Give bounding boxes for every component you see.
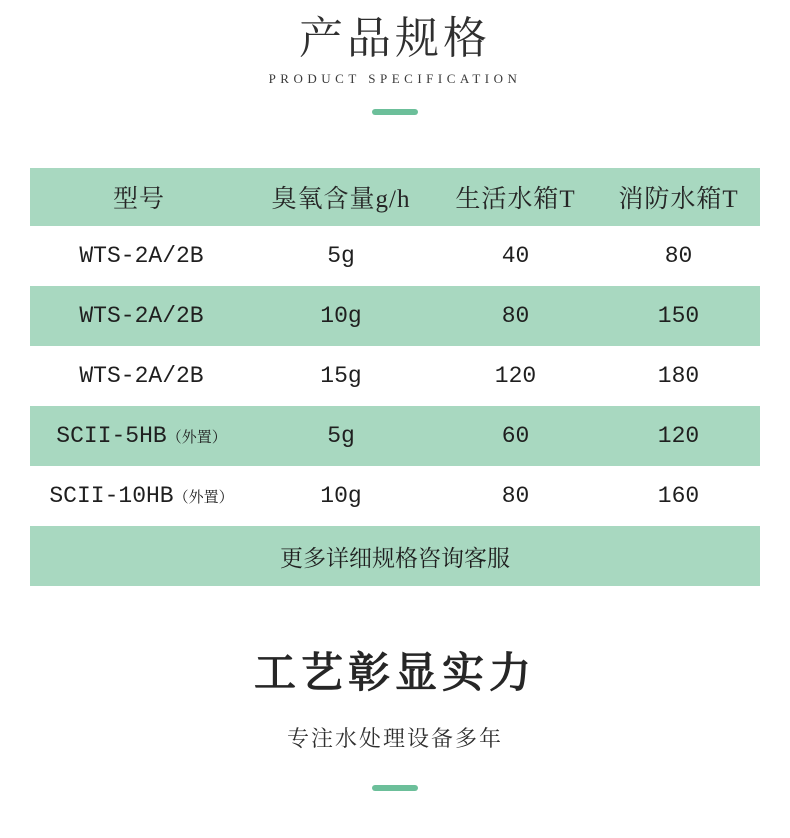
column-header-model: 型号 <box>30 168 248 226</box>
spec-table-container <box>30 168 760 586</box>
cell-domestic: 40 <box>434 226 597 286</box>
model-text: WTS-2A/2B <box>79 303 204 329</box>
model-note: （外置） <box>166 430 227 446</box>
divider-bottom <box>372 785 418 791</box>
craftsmanship-section <box>0 640 790 791</box>
cell-model <box>30 346 248 406</box>
section-title-craftsmanship: 工艺彰显实力 <box>253 648 536 697</box>
model-text: SCII-10HB <box>49 483 174 509</box>
section-header <box>0 0 790 115</box>
cell-fire: 120 <box>597 406 760 466</box>
cell-ozone: 5g <box>248 226 434 286</box>
cell-model <box>30 406 248 466</box>
page-subtitle-english: PRODUCT SPECIFICATION <box>268 70 522 86</box>
page-title: 产品规格 <box>299 14 491 63</box>
cell-domestic: 120 <box>434 346 597 406</box>
table-row <box>30 286 760 346</box>
table-header-row <box>30 168 760 226</box>
model-text: WTS-2A/2B <box>79 243 204 269</box>
column-header-ozone: 臭氧含量g/h <box>248 168 434 226</box>
footer-note: 更多详细规格咨询客服 <box>30 526 760 586</box>
model-text: WTS-2A/2B <box>79 363 204 389</box>
cell-domestic: 80 <box>434 286 597 346</box>
cell-model <box>30 226 248 286</box>
spec-table-head <box>30 168 760 226</box>
spec-table <box>30 168 760 586</box>
divider-top <box>372 109 418 115</box>
model-note: （外置） <box>173 490 234 506</box>
cell-fire: 160 <box>597 466 760 526</box>
cell-fire: 80 <box>597 226 760 286</box>
cell-model <box>30 286 248 346</box>
section-subtitle-craftsmanship: 专注水处理设备多年 <box>286 726 503 751</box>
cell-ozone: 5g <box>248 406 434 466</box>
cell-fire: 180 <box>597 346 760 406</box>
model-text: SCII-5HB <box>56 423 167 449</box>
table-footer-row <box>30 526 760 586</box>
table-row <box>30 226 760 286</box>
table-row <box>30 346 760 406</box>
cell-ozone: 10g <box>248 466 434 526</box>
cell-domestic: 60 <box>434 406 597 466</box>
table-row <box>30 466 760 526</box>
cell-fire: 150 <box>597 286 760 346</box>
column-header-fire-tank: 消防水箱T <box>597 168 760 226</box>
spec-table-body <box>30 226 760 586</box>
cell-model <box>30 466 248 526</box>
column-header-domestic-tank: 生活水箱T <box>434 168 597 226</box>
cell-ozone: 15g <box>248 346 434 406</box>
cell-ozone: 10g <box>248 286 434 346</box>
cell-domestic: 80 <box>434 466 597 526</box>
table-row <box>30 406 760 466</box>
